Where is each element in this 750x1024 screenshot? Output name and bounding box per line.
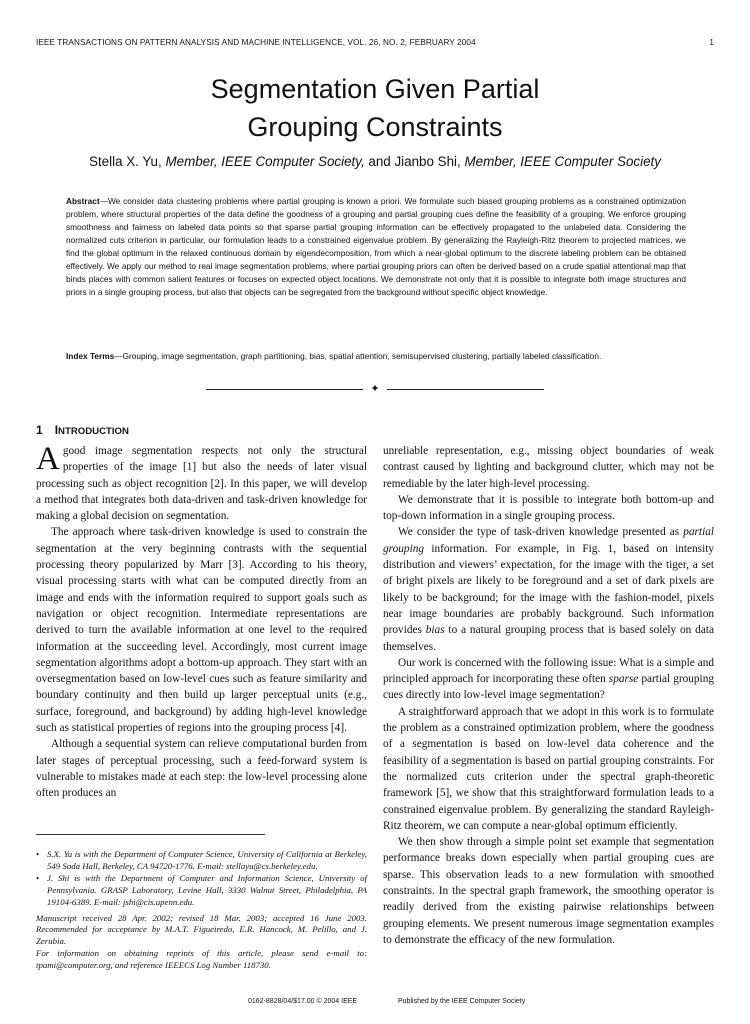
- author-1-role: Member, IEEE Computer Society,: [165, 154, 365, 169]
- section-heading: [36, 423, 129, 437]
- footnote-bullet: •: [36, 849, 40, 859]
- right-paragraph-2: We demonstrate that it is possible to integrate both bottom-up and top-down information in a single grouping process.: [383, 493, 714, 523]
- right-paragraph-1: unreliable representation, e.g., missing object boundaries of weak contrast caused by lighting and background clutter, which may not be remediable by the later high-level processing.: [383, 445, 714, 490]
- divider-line-right: [387, 389, 544, 390]
- right-paragraph-3: We consider the type of task-driven knowledge presented as partial grouping information. For example, in Fig. 1, based on intensity distribution and viewers’ expectation, for the image with the tiger, a set of bright pixels are likely to be foreground and a set of dark pixels are likely to be background; for the image with the fashion-model, pixels near image boundaries are probably background. Such information provides bias to a natural grouping process that is based solely on data themselves.: [383, 526, 714, 653]
- index-terms-text: —Grouping, image segmentation, graph partitioning, bias, spatial attention, semisupervised clustering, partially labeled classification.: [114, 351, 602, 361]
- body-column-right: [383, 443, 714, 948]
- footnote-bullet: •: [36, 872, 40, 883]
- intro-paragraph-3: Although a sequential system can relieve computational burden from later stages of perceptual processing, such a feed-forward system is vulnerable to mistakes made at each step: the low-level processing alone often produces an: [36, 738, 367, 800]
- journal-line: IEEE TRANSACTIONS ON PATTERN ANALYSIS AND MACHINE INTELLIGENCE, VOL. 26, NO. 2, FEBRUARY 2004: [36, 38, 476, 47]
- right-paragraph-6: We then show through a simple point set example that segmentation performance breaks down especially when partial grouping cues are sparse. This observation leads to a new formulation with smoothed constraints. In the spectral graph framework, the smoothing operator is readily derived from the existing pairwise relationships between grouping elements. We present numerous image segmentation examples to demonstrate the efficacy of the new formulation.: [383, 836, 714, 946]
- footnote-rule: [36, 834, 265, 835]
- copyright-line: 0162-8828/04/$17.00 © 2004 IEEE: [248, 998, 358, 1005]
- manuscript-note: Manuscript received 28 Apr. 2002; revised 18 Mar. 2003; accepted 16 June 2003. Recommended for acceptance by M.A.T. Figueiredo, E.R. Hancock, M. Pelillo, and J. Zerubia.: [36, 912, 367, 947]
- reprints-note: For information on obtaining reprints of this article, please send e-mail to: tpami@computer.org, and reference IEEECS Log Number 118730.: [36, 948, 367, 971]
- section-title-initial: I: [54, 423, 59, 437]
- section-title-rest: NTRODUCTION: [58, 426, 129, 437]
- right-paragraph-4: Our work is concerned with the following issue: What is a simple and principled approach for incorporating these often sparse partial grouping cues directly into low-level image segmentation?: [383, 656, 714, 702]
- drop-cap: A: [36, 441, 60, 477]
- title-line-1: Segmentation Given Partial: [210, 74, 540, 104]
- author-line: [0, 154, 750, 169]
- footnotes: [36, 849, 367, 972]
- page-number: 1: [709, 38, 714, 47]
- footnote-author-1: • S.X. Yu is with the Department of Computer Science, University of California at Berkeley, 549 Soda Hall, Berkeley, CA 94720-1776. E-mail: stellayu@cs.berkeley.edu.: [36, 849, 367, 871]
- publisher-line: Published by the IEEE Computer Society: [398, 998, 526, 1005]
- author-2-role: Member, IEEE Computer Society: [464, 154, 661, 169]
- right-paragraph-5: A straightforward approach that we adopt in this work is to formulate the problem as a constrained optimization problem, where the goodness of a segmentation is based on low-level data coherence and the feasibility of a segmentation is based on partial grouping constraints. For the normalized cuts criterion under the spectral graph-theoretic framework [5], we show that this straightforward formulation leads to a constrained eigenvalue problem. By generalizing the standard Rayleigh-Ritz theorem, we can compute a near-global optimum efficiently.: [383, 705, 714, 832]
- divider-diamond-icon: ✦: [370, 383, 380, 395]
- running-header: [36, 38, 714, 47]
- intro-paragraph-1: Agood image segmentation respects not only the structural properties of the image [1] but also the needs of later visual processing such as object recognition [2]. In this paper, we will develop a method that integrates both data-driven and task-driven knowledge for making a global decision on segmentation.: [36, 441, 367, 523]
- section-number: 1: [36, 423, 43, 437]
- index-terms-label: Index Terms: [66, 351, 115, 361]
- index-terms: [66, 350, 686, 363]
- paper-title: [0, 70, 750, 146]
- abstract-text: —We consider data clustering problems where partial grouping is known a priori. We formulate such biased grouping problems as a constrained optimization problem, where structural properties of the data define the goodness of a grouping and partial grouping cues define the feasibility of a grouping. We enforce grouping smoothness and fairness on labeled data points so that sparse partial grouping information can be effectively propagated to the unlabeled data. Considering the normalized cuts criterion in particular, our formulation leads to a constrained eigenvalue problem. By generalizing the Rayleigh-Ritz theorem to projected matrices, we find the global optimum in the relaxed continuous domain by eigendecomposition, from which a near-global optimum to the discrete labeling problem can be obtained effectively. We apply our method to real image segmentation problems, where partial grouping priors can often be derived based on a crude spatial attentional map that binds places with common salient features or focuses on expected object locations. We demonstrate not only that it is possible to integrate both image structures and priors in a single grouping process, but also that objects can be segregated from the background without specific object knowledge.: [66, 196, 686, 298]
- divider-line-left: [206, 389, 363, 390]
- section-divider: [206, 382, 544, 396]
- body-column-left: [36, 443, 367, 802]
- abstract: [66, 195, 686, 299]
- author-conjunction: and: [368, 154, 391, 169]
- abstract-label: Abstract: [66, 196, 100, 206]
- author-2: Jianbo Shi,: [394, 154, 461, 169]
- title-line-2: Grouping Constraints: [247, 112, 503, 142]
- intro-paragraph-2: The approach where task-driven knowledge is used to constrain the segmentation at the very beginning contrasts with the sequential processing theory popularized by Marr [3]. According to his theory, visual processing starts with what can be computed directly from an image and ends with the information required to support goals such as navigation or object recognition. Intermediate representations are derived to turn the available information at one level to the required information at the succeeding level. Accordingly, most current image segmentation algorithms adopt a bottom-up approach. They start with an oversegmentation based on low-level cues such as feature similarity and boundary continuity and then build up larger perceptual units (e.g., surface, foreground, and background) by adding high-level knowledge such as statistical properties of regions into the grouping process [4].: [36, 526, 367, 735]
- footnote-author-2: • J. Shi is with the Department of Computer and Information Science, University of Pennsylvania. GRASP Laboratory, Levine Hall, 3330 Walnut Street, Philadelphia, PA 19104-6389. E-mail: jshi@cis.upenn.edu.: [36, 872, 367, 907]
- author-1: Stella X. Yu,: [89, 154, 162, 169]
